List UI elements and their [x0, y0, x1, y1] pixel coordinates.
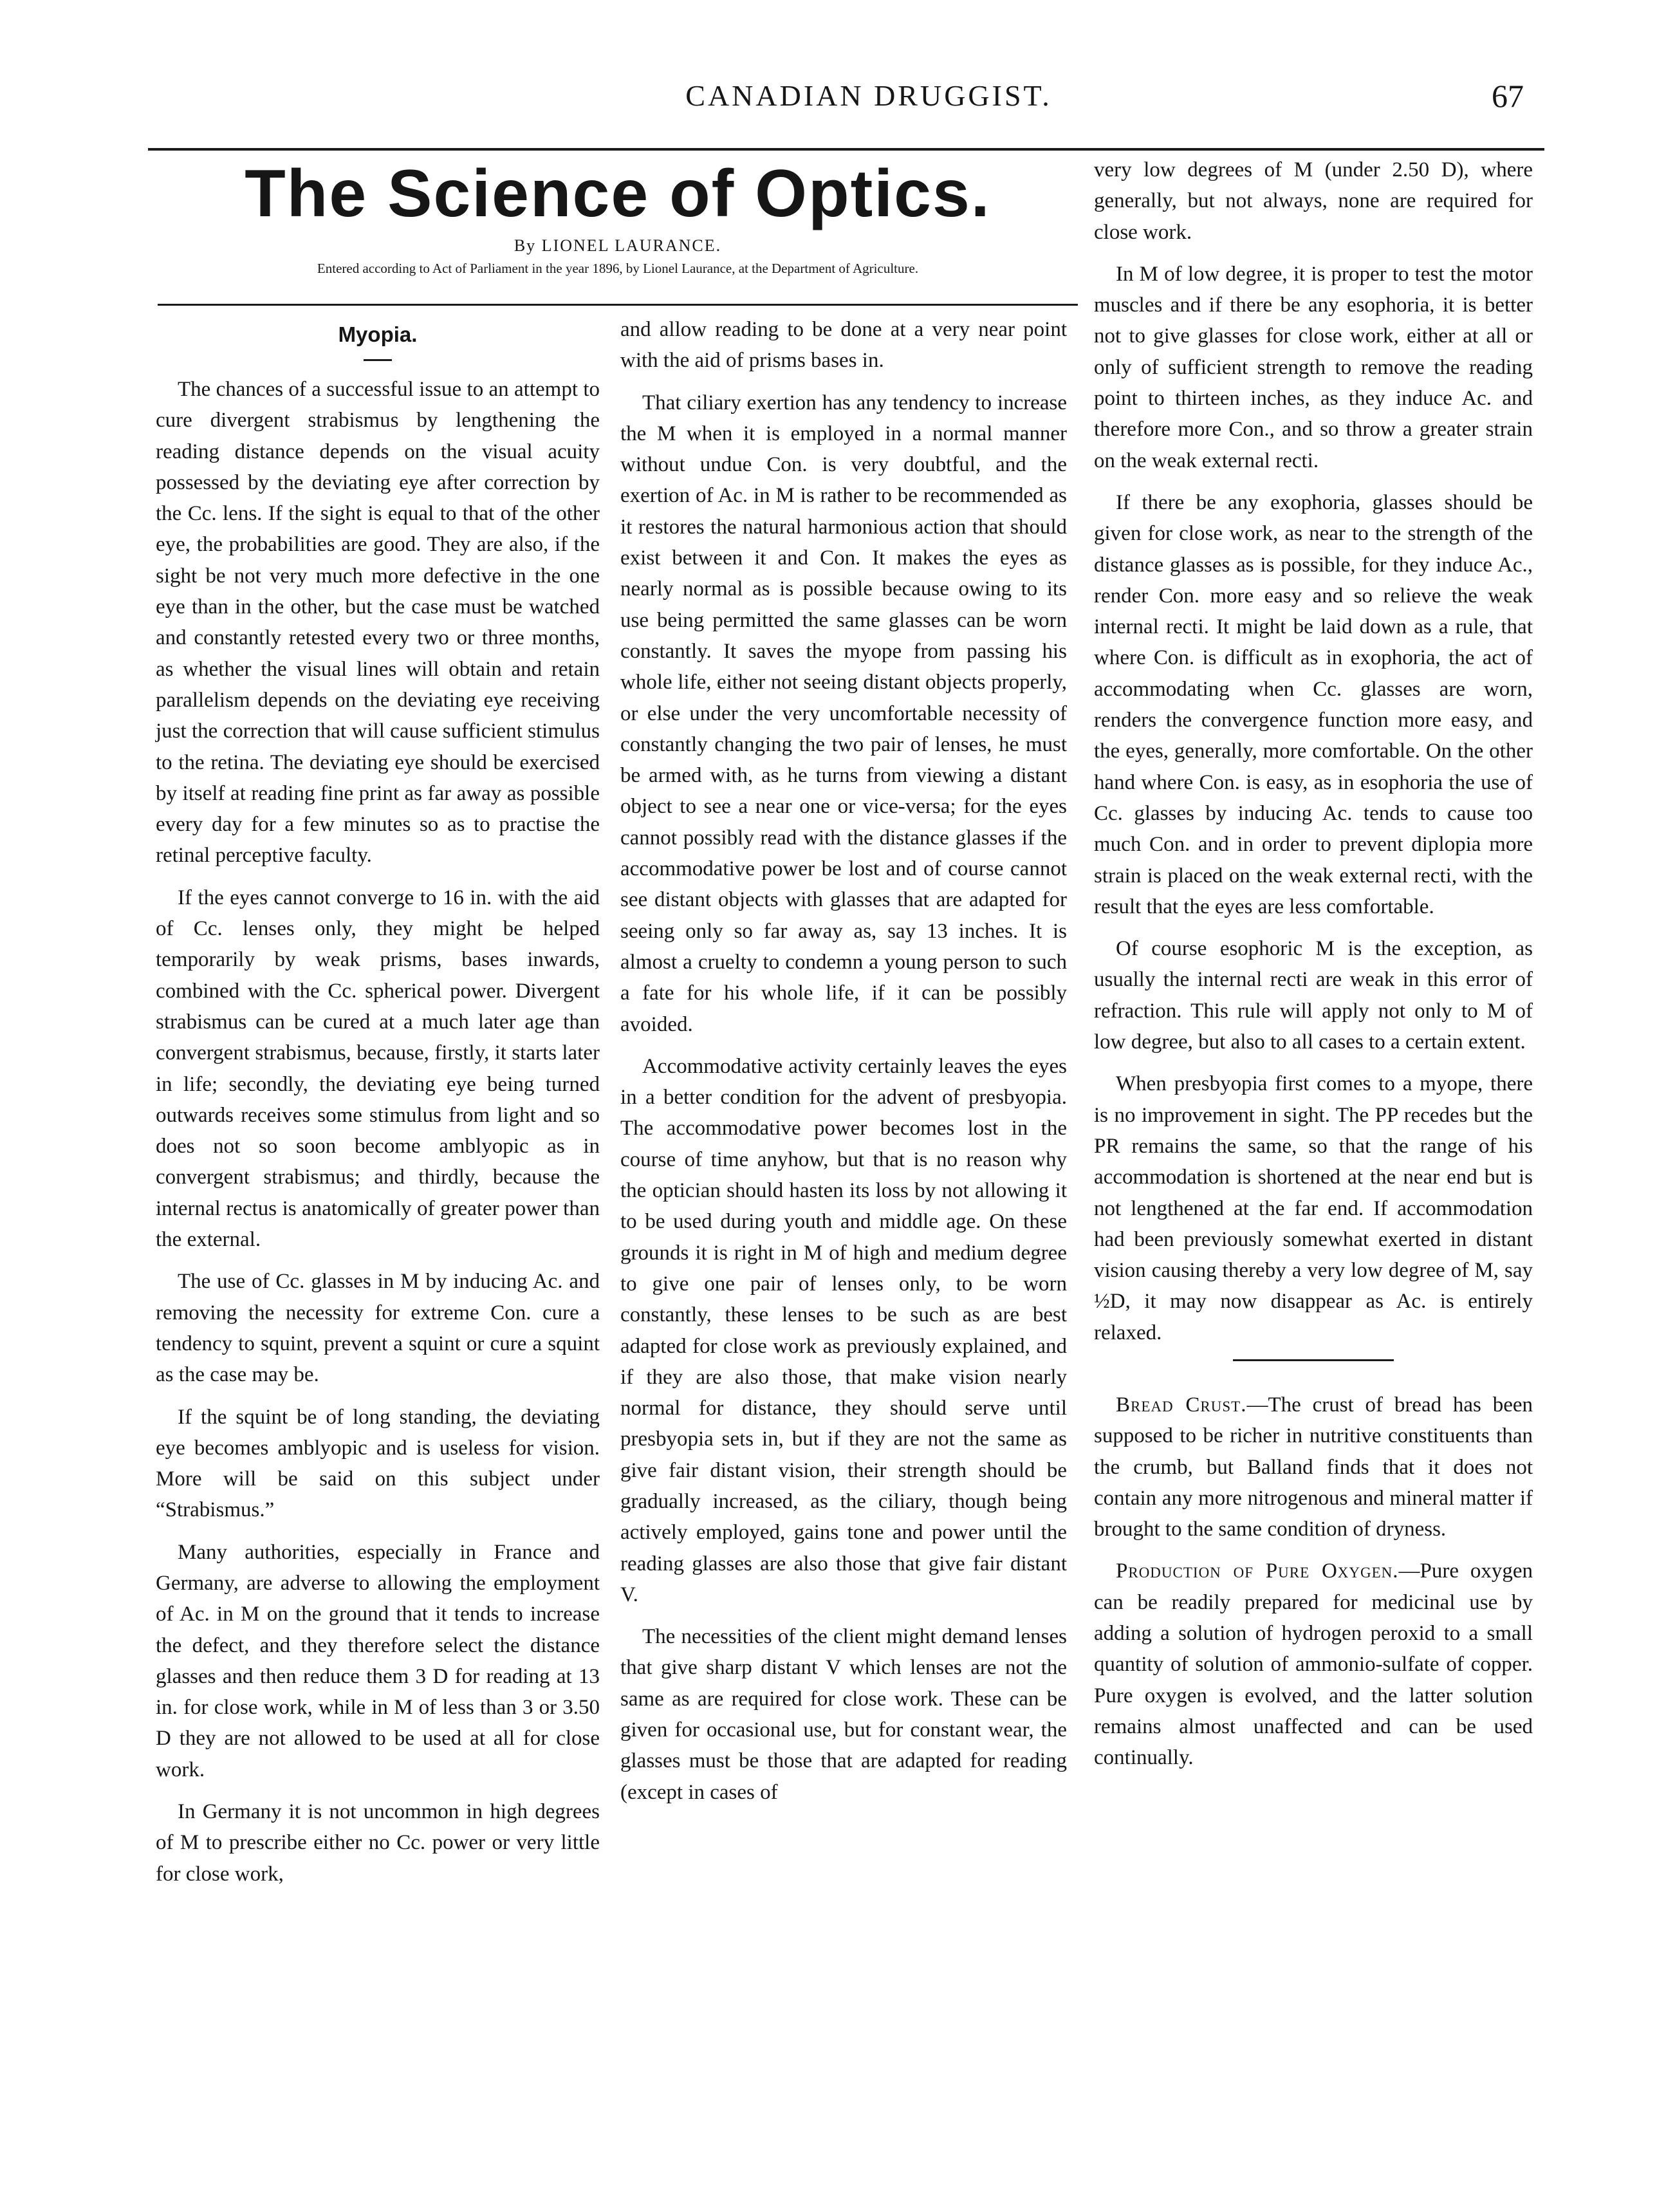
note-text: —Pure oxygen can be readily prepared for medicinal use by adding a solution of hydrogen peroxid to a small quantity of solution of ammonio-sulfate of copper. Pure oxygen is evolved, and the latter solution remains almost unaffected and can be used continually.: [1094, 1559, 1533, 1770]
note-lead: Bread Crust.: [1116, 1393, 1247, 1417]
article-title: The Science of Optics.: [245, 156, 991, 231]
note-text: —The crust of bread has been supposed to be richer in nutritive constituents than the crumb, but Balland finds that it does not contain any more nitrogenous and mineral matter if brought to the same condition of dryness.: [1094, 1393, 1533, 1541]
paragraph: very low degrees of M (under 2.50 D), where generally, but not always, none are required for close work.: [1094, 158, 1533, 244]
note-pure-oxygen: [1094, 1556, 1533, 1773]
paragraph: That ciliary exertion has any tendency to increase the M when it is employed in a normal manner without undue Con. is very doubtful, and the exertion of Ac. in M is rather to be recommended as it restores the natural harmonious action that should exist between it and Con. It makes the eyes as nearly normal as is possible because owing to its use being permitted the same glasses can be worn constantly. It saves the myope from passing his whole life, either not seeing distant objects properly, or else under the very uncomfortable necessity of constantly changing the two pair of lenses, he must be armed with, as he turns from viewing a distant object to see a near one or vice-versa; for the eyes cannot possibly read with the distance glasses if the accommodative power be lost and of course cannot see distant objects with glasses that are adapted for seeing only so far away as, say 13 inches. It is almost a cruelty to condemn a young person to such a fate for his whole life, if it can be possibly avoided.: [620, 391, 1067, 1036]
paragraph: In Germany it is not uncommon in high degrees of M to prescribe either no Cc. power or very little for close work,: [156, 1800, 600, 1886]
paragraph: If there be any exophoria, glasses should be given for close work, as near to the strength of the distance glasses as is possible, for they induce Ac., render Con. more easy and so relieve the weak internal recti. It might be laid down as a rule, that where Con. is difficult as in exophoria, the act of accommodating when Cc. glasses are worn, renders the convergence function more easy, and the eyes, generally, more comfortable. On the other hand where Con. is easy, as in esophoria the use of Cc. glasses by inducing Ac. tends to cause too much Con. and in order to prevent diplopia more strain is placed on the weak external recti, with the result that the eyes are less comfortable.: [1094, 490, 1533, 918]
column-right: [1094, 154, 1533, 1785]
paragraph: The use of Cc. glasses in M by inducing Ac. and removing the necessity for extreme Con. cure a tendency to squint, prevent a squint or cure a squint as the case may be.: [156, 1270, 600, 1387]
paragraph: Accommodative activity certainly leaves the eyes in a better condition for the advent of presbyopia. The accommodative power becomes lost in the course of time anyhow, but that is no reason why the optician should hasten its loss by not allowing it to be used during youth and middle age. On these grounds it is right in M of high and medium degree to give one pair of lenses only, to be worn constantly, these lenses to be such as are best adapted for close work as previously explained, and if they are also those, that make vision nearly normal for distance, they should serve until presbyopia sets in, but if they are not the same as give fair distant vision, their strength should be gradually increased, as the ciliary, though being actively employed, gains tone and power until the reading glasses are also those that give fair distant V.: [620, 1054, 1067, 1606]
article-byline: By LIONEL LAURANCE.: [514, 236, 722, 255]
title-rule: [158, 304, 1078, 306]
note-bread-crust: [1094, 1389, 1533, 1545]
header-rule: [148, 148, 1544, 151]
paragraph: The necessities of the client might demand lenses that give sharp distant V which lenses are not the same as are required for close work. These can be given for occasional use, but for constant wear, the glasses must be those that are adapted for reading (except in cases of: [620, 1625, 1067, 1804]
running-head-title: CANADIAN DRUGGIST.: [685, 79, 1052, 112]
article-title-block: [154, 154, 1081, 276]
paragraph: In M of low degree, it is proper to test the motor muscles and if there be any esophoria, it is better not to give glasses for close work, either at all or only of sufficient strength to remove the reading point to thirteen inches, as they induce Ac. and therefore more Con., and so throw a greater strain on the weak external recti.: [1094, 262, 1533, 472]
paragraph: Many authorities, especially in France and Germany, are adverse to allowing the employment of Ac. in M on the ground that it tends to increase the defect, and they therefore select the distance glasses and then reduce them 3 D for reading at 13 in. for close work, while in M of less than 3 or 3.50 D they are not allowed to be used at all for close work.: [156, 1540, 600, 1781]
section-dash: [364, 359, 392, 361]
column-left: [156, 319, 600, 1901]
note-lead: Production of Pure Oxygen.: [1116, 1559, 1399, 1583]
column-middle: [620, 314, 1067, 1819]
copyright-notice: Entered according to Act of Parliament in the year 1896, by Lionel Laurance, at the Department of Agriculture.: [317, 260, 919, 276]
paragraph: When presbyopia first comes to a myope, there is no improvement in sight. The PP recedes but the PR remains the same, so that the range of his accommodation is shortened at the near end but is not lengthened at the far end. If accommodation had been previously somewhat exerted in distant vision causing thereby a very low degree of M, say ½D, it may now disappear as Ac. is entirely relaxed.: [1094, 1072, 1533, 1344]
paragraph: The chances of a successful issue to an attempt to cure divergent strabismus by lengthening the reading distance depends on the visual acuity possessed by the deviating eye after correction by the Cc. lens. If the sight is equal to that of the other eye, the probabilities are good. They are also, if the sight be not very much more defective in the one eye than in the other, but the case must be watched and constantly retested every two or three months, as whether the visual lines will obtain and retain parallelism depends on the deviating eye receiving just the correction that will cause sufficient stimulus to the retina. The deviating eye should be exercised by itself at reading fine print as far away as possible every day for a few minutes so as to practise the retinal perceptive faculty.: [156, 378, 600, 868]
page-number: 67: [1492, 78, 1524, 114]
paragraph: and allow reading to be done at a very near point with the aid of prisms bases in.: [620, 318, 1067, 373]
paragraph: If the squint be of long standing, the deviating eye becomes amblyopic and is useless for vision. More will be said on this subject under “Strabismus.”: [156, 1405, 600, 1522]
paragraph: Of course esophoric M is the exception, as usually the internal recti are weak in this error of refraction. This rule will apply not only to M of low degree, but also to all cases to a certain extent.: [1094, 937, 1533, 1054]
section-heading: Myopia.: [338, 322, 418, 346]
paragraph: If the eyes cannot converge to 16 in. with the aid of Cc. lenses only, they might be helped temporarily by weak prisms, bases inwards, combined with the Cc. spherical power. Divergent strabismus can be cured at a much later age than convergent strabismus, because, firstly, it starts later in life; secondly, the deviating eye being turned outwards receives some stimulus from light and so does not so soon become amblyopic as in convergent strabismus; and thirdly, because the internal rectus is anatomically of greater power than the external.: [156, 886, 600, 1252]
section-divider: [1233, 1359, 1394, 1361]
